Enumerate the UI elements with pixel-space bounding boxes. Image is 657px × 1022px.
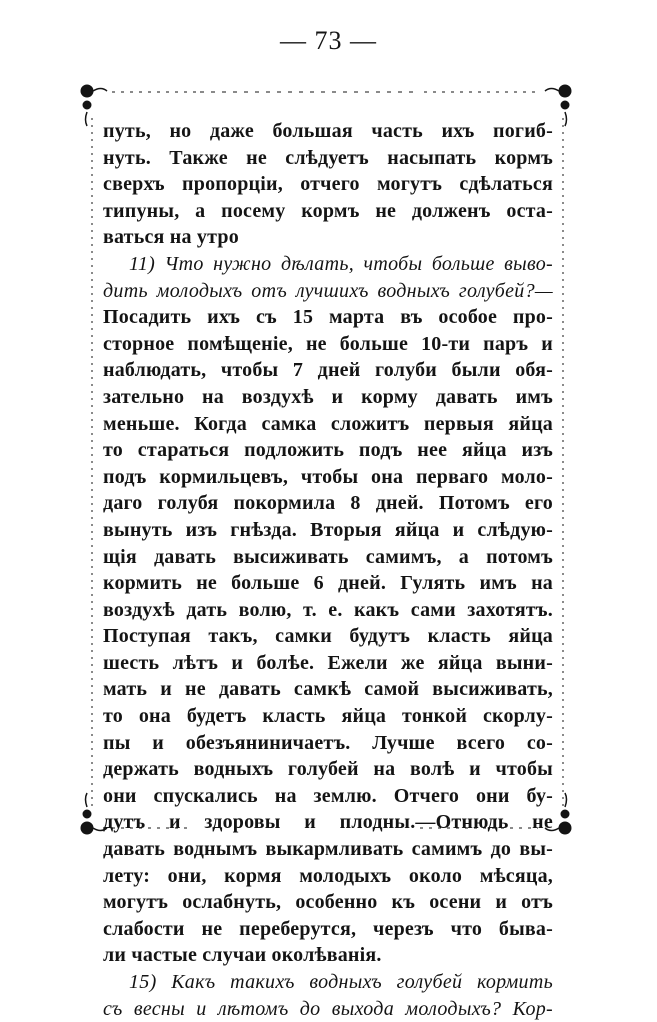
text-line: типуны, а посему кормъ не долженъ оста- xyxy=(103,199,553,222)
question-line: 15) Какъ такихъ водныхъ голубей кормить xyxy=(129,971,553,993)
text-line: Посадить ихъ съ 15 марта въ особое про- xyxy=(103,306,553,329)
text-line: Поступая такъ, самки будутъ класть яйца xyxy=(103,625,553,648)
text-line: дутъ и здоровы и плодны.—Отнюдь не xyxy=(103,811,553,834)
text-line: сверхъ пропорціи, отчего могутъ сдѣлаться xyxy=(103,173,553,196)
text-line: слабости не переберутся, черезъ что быва- xyxy=(103,917,553,940)
text-line: лету: они, кормя молодыхъ около мѣсяца, xyxy=(103,864,553,887)
question-line: дить молодыхъ отъ лучшихъ водныхъ голубей?— xyxy=(103,279,553,302)
text-line: сторное помѣщеніе, не больше 10-ти паръ и xyxy=(103,332,553,355)
text-line: даго голубя покормила 8 дней. Потомъ его xyxy=(103,492,553,515)
text-line: они спускались на землю. Отчего они бу- xyxy=(103,784,553,807)
text-line: подъ кормильцевъ, чтобы она перваго моло- xyxy=(103,465,553,488)
text-line: зательно на воздухѣ и корму давать имъ xyxy=(103,385,553,408)
text-line: то стараться подложить подъ нее яйца изъ xyxy=(103,439,553,462)
text-line: давать воднымъ выкармливать самимъ до вы- xyxy=(103,838,553,861)
text-line: кормить не больше 6 дней. Гулять имъ на xyxy=(103,572,553,595)
text-line: шесть лѣтъ и болѣе. Ежели же яйца выни- xyxy=(103,651,553,674)
text-line: воздухѣ дать волю, т. е. какъ сами захотятъ. xyxy=(103,598,553,621)
text-line: ли частые случаи околѣванія. xyxy=(103,944,382,967)
text-line: мать и не давать самкѣ самой высиживать, xyxy=(103,678,553,701)
question-line: съ весны и лѣтомъ до выхода молодыхъ? Кор- xyxy=(103,997,553,1020)
text-line: путь, но даже большая часть ихъ погиб- xyxy=(103,120,553,142)
text-body xyxy=(103,118,553,1022)
text-line: нуть. Также не слѣдуетъ насыпать кормъ xyxy=(103,146,553,169)
text-line: держать водныхъ голубей на волѣ и чтобы xyxy=(103,758,553,781)
text-line: то она будетъ класть яйца тонкой скорлу- xyxy=(103,705,553,728)
text-line: щія давать высиживать самимъ, а потомъ xyxy=(103,545,553,568)
page-number: — 73 — xyxy=(280,26,377,55)
text-line: ваться на утро xyxy=(103,226,239,249)
text-line: пы и обезъяниничаетъ. Лучше всего со- xyxy=(103,731,553,754)
text-line: могутъ ослабнуть, особенно къ осени и отъ xyxy=(103,891,553,914)
question-line: 11) Что нужно дѣлать, чтобы больше выво- xyxy=(129,252,553,275)
text-line: вынуть изъ гнѣзда. Вторыя яйца и слѣдую- xyxy=(103,518,553,541)
text-line: меньше. Когда самка сложитъ первыя яйца xyxy=(103,412,553,435)
text-line: наблюдать, чтобы 7 дней голуби были обя- xyxy=(103,359,553,382)
